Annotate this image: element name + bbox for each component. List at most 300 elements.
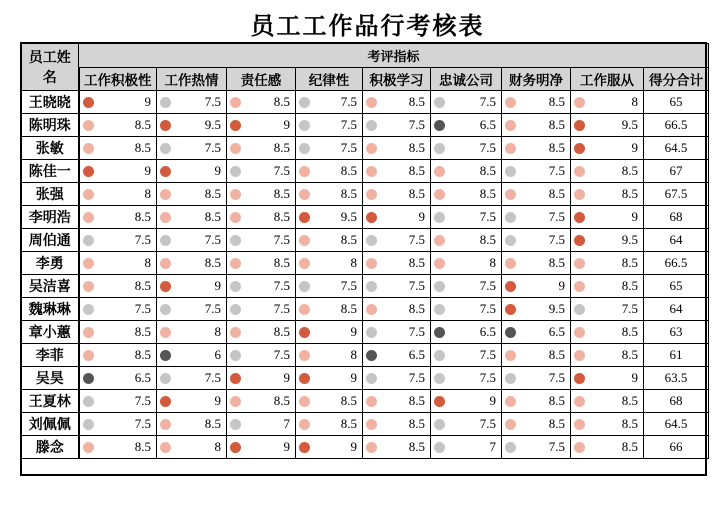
score-value: 8.5 [621,163,638,178]
employee-name-cell[interactable]: 章小蕙 [22,321,79,344]
score-level-dot-icon [505,281,516,292]
table-row [22,160,709,183]
score-cell[interactable] [502,367,571,390]
score-level-dot-icon [299,235,310,246]
score-value: 9 [631,209,638,224]
score-cell[interactable] [431,367,502,390]
score-value: 7.5 [548,163,565,178]
score-cell[interactable] [571,275,644,298]
score-cell[interactable] [157,183,227,206]
total-score-cell[interactable]: 61 [644,344,709,367]
score-cell[interactable] [157,114,227,137]
score-cell[interactable] [227,137,296,160]
score-level-dot-icon [299,442,310,453]
score-cell[interactable] [502,436,571,459]
score-cell[interactable] [571,252,644,275]
score-value: 8.5 [340,393,357,408]
score-level-dot-icon [230,373,241,384]
score-value: 8.5 [408,94,425,109]
score-cell[interactable] [571,229,644,252]
score-cell[interactable] [431,91,502,114]
score-cell[interactable] [571,206,644,229]
score-cell[interactable] [157,298,227,321]
score-value: 7.5 [408,370,425,385]
score-cell[interactable] [502,137,571,160]
score-cell[interactable] [227,114,296,137]
score-level-dot-icon [505,258,516,269]
employee-name-cell[interactable]: 王晓晓 [22,91,79,114]
score-cell[interactable] [363,206,431,229]
score-cell[interactable] [571,436,644,459]
score-value: 7.5 [273,301,290,316]
score-cell[interactable] [363,436,431,459]
employee-name-cell[interactable]: 李菲 [22,344,79,367]
score-level-dot-icon [366,97,377,108]
score-cell[interactable] [296,275,363,298]
score-value: 7.5 [408,232,425,247]
score-level-dot-icon [366,350,377,361]
employee-name-cell[interactable]: 魏琳琳 [22,298,79,321]
score-value: 8.5 [134,209,151,224]
score-value: 8.5 [548,94,565,109]
column-header-row [22,68,709,91]
score-level-dot-icon [505,189,516,200]
criteria-column-header[interactable]: 积极学习 [363,68,431,91]
score-cell[interactable] [79,321,157,344]
score-cell[interactable] [79,413,157,436]
score-cell[interactable] [502,160,571,183]
score-cell[interactable] [502,298,571,321]
score-value: 6.5 [548,324,565,339]
criteria-column-header[interactable]: 财务明净 [502,68,571,91]
score-value: 9 [214,163,221,178]
score-level-dot-icon [366,396,377,407]
score-cell[interactable] [363,413,431,436]
score-cell[interactable] [431,298,502,321]
score-value: 9.5 [621,117,638,132]
score-level-dot-icon [505,373,516,384]
score-cell[interactable] [431,321,502,344]
score-level-dot-icon [230,327,241,338]
total-score-cell[interactable]: 64 [644,298,709,321]
score-value: 8.5 [408,416,425,431]
score-cell[interactable] [157,206,227,229]
score-cell[interactable] [502,206,571,229]
score-value: 8.5 [548,393,565,408]
score-cell[interactable] [227,275,296,298]
score-value: 8.5 [134,439,151,454]
score-cell[interactable] [431,413,502,436]
score-value: 7.5 [548,232,565,247]
score-value: 8.5 [548,117,565,132]
score-cell[interactable] [571,367,644,390]
score-cell[interactable] [296,367,363,390]
total-score-cell[interactable]: 67.5 [644,183,709,206]
total-score-cell[interactable]: 68 [644,390,709,413]
score-level-dot-icon [299,143,310,154]
score-value: 8.5 [479,186,496,201]
score-cell[interactable] [571,298,644,321]
score-cell[interactable] [157,390,227,413]
score-cell[interactable] [431,275,502,298]
score-value: 9.5 [621,232,638,247]
score-cell[interactable] [157,275,227,298]
score-level-dot-icon [83,419,94,430]
score-cell[interactable] [79,367,157,390]
score-value: 8.5 [621,347,638,362]
score-level-dot-icon [574,327,585,338]
score-cell[interactable] [79,390,157,413]
score-cell[interactable] [296,229,363,252]
score-level-dot-icon [83,120,94,131]
score-cell[interactable] [363,344,431,367]
score-cell[interactable] [296,91,363,114]
score-value: 8.5 [273,140,290,155]
score-value: 9 [631,140,638,155]
score-cell[interactable] [363,321,431,344]
score-cell[interactable] [227,321,296,344]
score-value: 9 [283,439,290,454]
score-cell[interactable] [296,298,363,321]
score-cell[interactable] [79,436,157,459]
score-cell[interactable] [431,390,502,413]
score-cell[interactable] [363,91,431,114]
table-row [22,436,709,459]
score-value: 8.5 [408,186,425,201]
score-cell[interactable] [363,229,431,252]
score-cell[interactable] [363,160,431,183]
score-value: 8 [350,347,357,362]
score-cell[interactable] [502,413,571,436]
employee-name-cell[interactable]: 李勇 [22,252,79,275]
score-cell[interactable] [227,367,296,390]
score-cell[interactable] [227,206,296,229]
employee-name-cell[interactable]: 吴昊 [22,367,79,390]
total-score-cell[interactable]: 64.5 [644,413,709,436]
total-score-cell[interactable]: 64.5 [644,137,709,160]
criteria-column-header[interactable]: 工作积极性 [79,68,157,91]
score-value: 8.5 [273,393,290,408]
score-level-dot-icon [574,120,585,131]
score-value: 8.5 [204,209,221,224]
score-cell[interactable] [157,436,227,459]
score-value: 8.5 [408,255,425,270]
score-level-dot-icon [434,419,445,430]
total-score-cell[interactable]: 67 [644,160,709,183]
score-value: 7.5 [340,94,357,109]
criteria-column-header[interactable]: 工作热情 [157,68,227,91]
score-level-dot-icon [83,373,94,384]
score-value: 7.5 [479,140,496,155]
score-cell[interactable] [502,321,571,344]
score-value: 8.5 [621,416,638,431]
score-value: 7.5 [548,439,565,454]
score-value: 9 [558,278,565,293]
score-level-dot-icon [574,304,585,315]
score-cell[interactable] [363,252,431,275]
score-cell[interactable] [79,206,157,229]
employee-name-cell[interactable]: 周伯通 [22,229,79,252]
score-cell[interactable] [502,229,571,252]
score-value: 9 [418,209,425,224]
score-cell[interactable] [296,137,363,160]
score-cell[interactable] [571,91,644,114]
score-level-dot-icon [299,166,310,177]
score-level-dot-icon [299,120,310,131]
total-score-cell[interactable]: 63.5 [644,367,709,390]
score-level-dot-icon [160,350,171,361]
score-cell[interactable] [571,390,644,413]
criteria-column-header[interactable]: 工作服从 [571,68,644,91]
employee-name-cell[interactable]: 陈明珠 [22,114,79,137]
score-cell[interactable] [363,390,431,413]
score-cell[interactable] [431,137,502,160]
score-cell[interactable] [157,160,227,183]
score-cell[interactable] [571,321,644,344]
score-value: 9 [283,370,290,385]
score-level-dot-icon [83,143,94,154]
score-cell[interactable] [296,206,363,229]
total-score-cell[interactable]: 63 [644,321,709,344]
score-cell[interactable] [157,229,227,252]
score-cell[interactable] [571,114,644,137]
employee-name-cell[interactable]: 陈佳一 [22,160,79,183]
total-score-cell[interactable]: 65 [644,91,709,114]
score-cell[interactable] [571,413,644,436]
score-cell[interactable] [296,114,363,137]
score-cell[interactable] [363,114,431,137]
score-cell[interactable] [79,252,157,275]
score-cell[interactable] [157,91,227,114]
score-level-dot-icon [230,120,241,131]
score-cell[interactable] [227,298,296,321]
score-level-dot-icon [574,189,585,200]
score-cell[interactable] [227,229,296,252]
score-cell[interactable] [227,436,296,459]
score-cell[interactable] [157,344,227,367]
total-score-cell[interactable]: 66.5 [644,252,709,275]
score-value: 9.5 [548,301,565,316]
score-cell[interactable] [296,344,363,367]
score-cell[interactable] [296,413,363,436]
score-value: 8 [144,186,151,201]
score-value: 8.5 [204,255,221,270]
score-level-dot-icon [160,143,171,154]
employee-name-cell[interactable]: 张强 [22,183,79,206]
score-level-dot-icon [574,166,585,177]
score-value: 8.5 [134,140,151,155]
score-value: 7 [489,439,496,454]
score-cell[interactable] [227,252,296,275]
score-level-dot-icon [230,442,241,453]
employee-name-cell[interactable]: 李明浩 [22,206,79,229]
score-value: 8.5 [621,255,638,270]
total-score-cell[interactable]: 64 [644,229,709,252]
score-cell[interactable] [79,344,157,367]
table-row [22,183,709,206]
score-value: 9 [283,117,290,132]
score-value: 8.5 [548,186,565,201]
score-level-dot-icon [83,235,94,246]
score-value: 9 [350,324,357,339]
employee-name-cell[interactable]: 张敏 [22,137,79,160]
score-cell[interactable] [79,160,157,183]
total-score-cell[interactable]: 68 [644,206,709,229]
score-level-dot-icon [574,350,585,361]
total-score-cell[interactable]: 66 [644,436,709,459]
score-value: 8.5 [548,347,565,362]
score-level-dot-icon [574,396,585,407]
score-value: 8.5 [340,416,357,431]
score-cell[interactable] [502,275,571,298]
score-cell[interactable] [502,344,571,367]
score-cell[interactable] [157,413,227,436]
score-value: 7.5 [273,163,290,178]
score-value: 8.5 [340,301,357,316]
score-level-dot-icon [299,212,310,223]
score-cell[interactable] [79,275,157,298]
score-cell[interactable] [571,160,644,183]
score-value: 7.5 [479,94,496,109]
total-column-header[interactable]: 得分合计 [644,68,709,91]
score-level-dot-icon [160,189,171,200]
table-row [22,344,709,367]
score-cell[interactable] [502,252,571,275]
employee-name-cell[interactable]: 王夏林 [22,390,79,413]
score-cell[interactable] [296,390,363,413]
criteria-column-header[interactable]: 忠诚公司 [431,68,502,91]
score-cell[interactable] [157,137,227,160]
total-score-cell[interactable]: 65 [644,275,709,298]
score-value: 8.5 [479,163,496,178]
score-cell[interactable] [296,321,363,344]
criteria-column-header[interactable]: 责任感 [227,68,296,91]
score-level-dot-icon [83,97,94,108]
score-value: 8.5 [273,209,290,224]
score-level-dot-icon [230,166,241,177]
score-cell[interactable] [431,229,502,252]
score-level-dot-icon [574,97,585,108]
score-cell[interactable] [363,183,431,206]
score-value: 8.5 [621,186,638,201]
criteria-column-header[interactable]: 纪律性 [296,68,363,91]
score-level-dot-icon [160,212,171,223]
score-cell[interactable] [227,183,296,206]
score-value: 8.5 [408,140,425,155]
score-level-dot-icon [230,281,241,292]
score-level-dot-icon [160,281,171,292]
score-cell[interactable] [502,114,571,137]
score-cell[interactable] [363,137,431,160]
name-column-header[interactable]: 员工姓名 [22,44,79,91]
score-cell[interactable] [157,252,227,275]
score-value: 8.5 [621,393,638,408]
total-score-cell[interactable]: 66.5 [644,114,709,137]
score-cell[interactable] [431,160,502,183]
score-level-dot-icon [366,281,377,292]
score-value: 8 [489,255,496,270]
score-cell[interactable] [431,436,502,459]
score-value: 8.5 [134,278,151,293]
score-cell[interactable] [79,114,157,137]
score-value: 8 [350,255,357,270]
score-value: 7.5 [408,324,425,339]
score-cell[interactable] [431,206,502,229]
score-cell[interactable] [296,183,363,206]
score-cell[interactable] [157,321,227,344]
score-level-dot-icon [230,212,241,223]
score-value: 8.5 [408,301,425,316]
score-level-dot-icon [434,327,445,338]
score-cell[interactable] [363,298,431,321]
score-cell[interactable] [571,137,644,160]
score-cell[interactable] [571,344,644,367]
score-value: 7.5 [479,370,496,385]
employee-name-cell[interactable]: 吴洁喜 [22,275,79,298]
score-cell[interactable] [79,183,157,206]
score-value: 8.5 [621,439,638,454]
score-cell[interactable] [502,183,571,206]
score-cell[interactable] [296,436,363,459]
score-level-dot-icon [366,235,377,246]
score-value: 7 [283,416,290,431]
score-cell[interactable] [296,252,363,275]
score-cell[interactable] [79,229,157,252]
score-level-dot-icon [160,419,171,430]
score-cell[interactable] [363,367,431,390]
score-cell[interactable] [431,183,502,206]
table-row [22,367,709,390]
score-cell[interactable] [431,252,502,275]
score-level-dot-icon [434,143,445,154]
score-value: 7.5 [479,301,496,316]
employee-name-cell[interactable]: 刘佩佩 [22,413,79,436]
score-cell[interactable] [227,91,296,114]
score-cell[interactable] [79,298,157,321]
score-level-dot-icon [83,396,94,407]
score-level-dot-icon [299,281,310,292]
score-cell[interactable] [157,367,227,390]
score-level-dot-icon [574,373,585,384]
criteria-group-header[interactable]: 考评指标 [79,44,709,68]
table-row [22,114,709,137]
score-cell[interactable] [227,413,296,436]
score-value: 7.5 [479,278,496,293]
score-cell[interactable] [502,390,571,413]
score-cell[interactable] [296,160,363,183]
score-value: 8 [631,94,638,109]
score-value: 9 [631,370,638,385]
score-cell[interactable] [227,160,296,183]
score-cell[interactable] [502,91,571,114]
score-cell[interactable] [79,91,157,114]
score-cell[interactable] [79,137,157,160]
score-level-dot-icon [299,419,310,430]
score-level-dot-icon [160,120,171,131]
score-cell[interactable] [431,344,502,367]
score-level-dot-icon [366,304,377,315]
score-level-dot-icon [574,258,585,269]
score-cell[interactable] [227,390,296,413]
score-cell[interactable] [571,183,644,206]
sheet-title: 员工工作品行考核表 [250,11,485,40]
table-row [22,229,709,252]
score-cell[interactable] [227,344,296,367]
score-cell[interactable] [431,114,502,137]
score-cell[interactable] [363,275,431,298]
employee-name-cell[interactable]: 滕念 [22,436,79,459]
score-level-dot-icon [434,212,445,223]
